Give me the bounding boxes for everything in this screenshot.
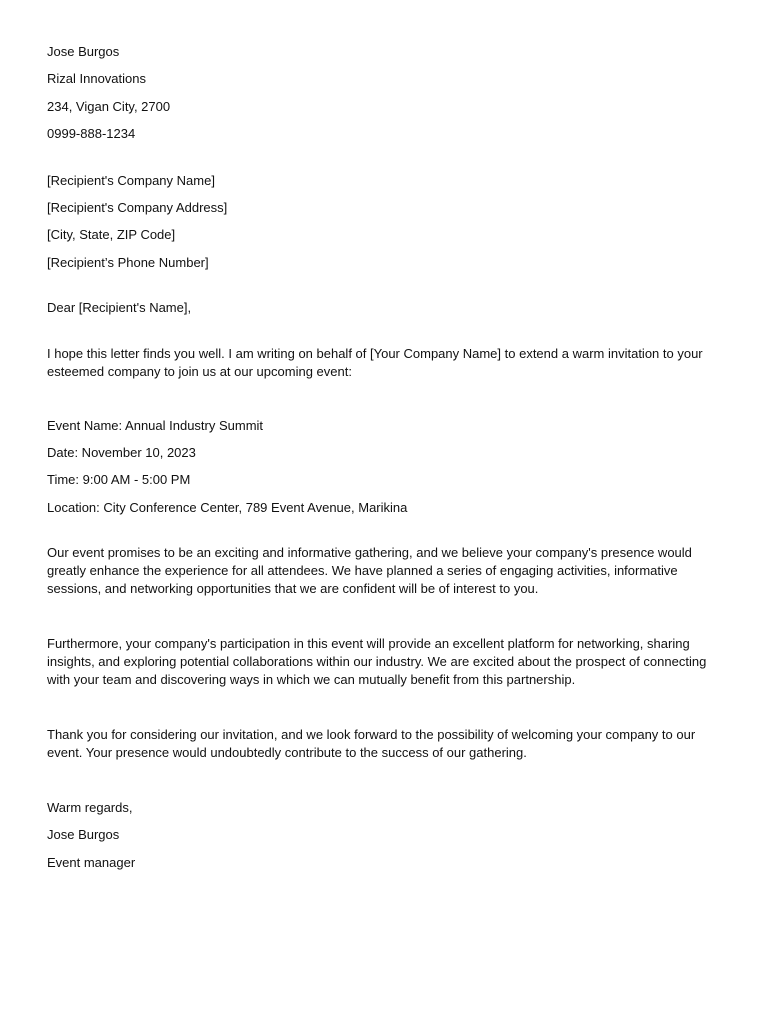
intro-paragraph: I hope this letter finds you well. I am writing on behalf of [Your Company Name] to extend a warm invitation to your esteemed company to join us at our upcoming event: [47, 345, 703, 379]
recipient-address: [Recipient's Company Address] [47, 199, 228, 215]
spacer [47, 381, 727, 408]
recipient-block [47, 172, 727, 272]
spacer [47, 689, 727, 726]
spacer [47, 281, 727, 299]
closing-block [47, 799, 727, 872]
closing-phrase: Warm regards, [47, 800, 133, 816]
body-paragraph-2: Furthermore, your company's participation in this event will provide an excellent platform for networking, sharing insights, and exploring potential collaborations within our industry. We are excited about the prospect of connecting with your team and discovering ways in which we can mutually benefit from this partnership. [47, 636, 707, 688]
body-paragraph-3: Thank you for considering our invitation, and we look forward to the possibility of welcoming your company to our event. Your presence would undoubtedly contribute to the success of our gathering. [47, 727, 696, 761]
spacer [47, 526, 727, 544]
event-name: Event Name: Annual Industry Summit [47, 417, 264, 433]
signer-title: Event manager [47, 854, 136, 870]
recipient-phone: [Recipient’s Phone Number] [47, 254, 209, 270]
sender-block [47, 43, 727, 143]
event-date: Date: November 10, 2023 [47, 444, 196, 460]
body-paragraph-1: Our event promises to be an exciting and informative gathering, and we believe your company's presence would greatly enhance the experience for all attendees. We have planned a series of engaging activities, informative sessions, and networking opportunities that we are confident will be of interest to you. [47, 545, 692, 597]
spacer [47, 153, 727, 171]
recipient-city: [City, State, ZIP Code] [47, 227, 176, 243]
event-location: Location: City Conference Center, 789 Event Avenue, Marikina [47, 499, 408, 515]
sender-phone: 0999-888-1234 [47, 126, 136, 142]
salutation: Dear [Recipient's Name], [47, 300, 192, 316]
spacer [47, 598, 727, 635]
sender-name: Jose Burgos [47, 44, 120, 59]
signer-name: Jose Burgos [47, 827, 120, 843]
sender-company: Rizal Innovations [47, 71, 146, 87]
sender-address: 234, Vigan City, 2700 [47, 98, 171, 114]
recipient-company: [Recipient's Company Name] [47, 172, 215, 188]
letter [47, 43, 727, 881]
event-details [47, 417, 727, 517]
spacer [47, 762, 727, 799]
spacer [47, 327, 727, 345]
event-time: Time: 9:00 AM - 5:00 PM [47, 472, 191, 488]
